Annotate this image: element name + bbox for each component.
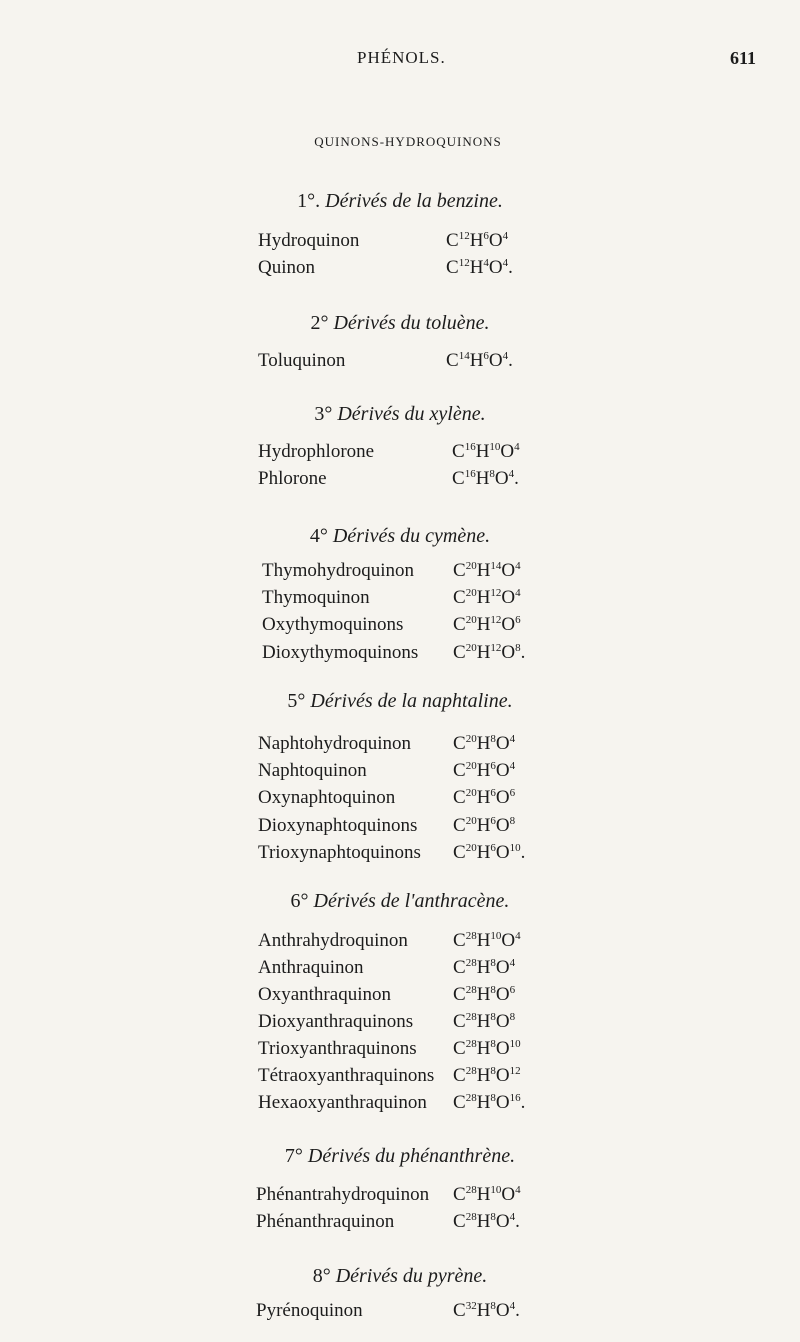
formula-symbol: H xyxy=(476,642,491,663)
formula-subscript: 12 xyxy=(458,257,470,269)
compound-row xyxy=(258,350,558,374)
formula-symbol: C xyxy=(452,468,465,489)
formula-symbol: H xyxy=(475,468,490,489)
formula-subscript: 8 xyxy=(490,1092,496,1104)
formula-symbol: C xyxy=(453,733,466,754)
formula-subscript: 10 xyxy=(490,930,502,942)
formula-symbol: H xyxy=(476,1011,491,1032)
formula-subscript: 6 xyxy=(515,614,521,626)
compound-name: Dioxythymoquinons xyxy=(262,642,419,663)
section-number: 8° xyxy=(312,1265,331,1287)
section-title: Dérivés de la naphtaline. xyxy=(305,690,513,712)
formula-subscript: 28 xyxy=(465,1211,477,1223)
compound-name: Hydrophlorone xyxy=(258,441,375,462)
running-title: PHÉNOLS. xyxy=(357,48,446,67)
formula-subscript: 8 xyxy=(490,984,496,996)
formula-subscript: 10 xyxy=(490,1184,502,1196)
compound-name: Anthrahydroquinon xyxy=(258,930,408,951)
formula-symbol: O xyxy=(495,1092,510,1113)
formula-symbol: H xyxy=(476,560,491,581)
formula-subscript: 20 xyxy=(465,787,477,799)
formula-symbol: . xyxy=(508,257,513,278)
compound-formula xyxy=(453,984,515,1006)
formula-symbol: O xyxy=(500,441,515,462)
formula-symbol: C xyxy=(446,230,459,251)
compound-name: Toluquinon xyxy=(258,350,346,371)
section-heading xyxy=(0,525,800,548)
formula-symbol: H xyxy=(476,957,491,978)
formula-symbol: O xyxy=(495,1065,510,1086)
formula-subscript: 32 xyxy=(465,1300,477,1312)
formula-symbol: O xyxy=(495,1300,510,1321)
compound-name: Hexaoxyanthraquinon xyxy=(258,1092,427,1113)
formula-symbol: O xyxy=(495,1011,510,1032)
formula-subscript: 6 xyxy=(490,815,496,827)
formula-subscript: 4 xyxy=(515,587,521,599)
formula-symbol: . xyxy=(515,1211,520,1232)
compound-formula xyxy=(453,642,525,664)
formula-symbol: H xyxy=(476,815,491,836)
compound-formula xyxy=(446,230,508,252)
compound-row xyxy=(258,733,558,757)
formula-subscript: 28 xyxy=(465,984,477,996)
formula-symbol: O xyxy=(501,560,516,581)
formula-subscript: 4 xyxy=(515,930,521,942)
compound-formula xyxy=(453,842,525,864)
compound-row xyxy=(256,1211,556,1235)
compound-name: Thymohydroquinon xyxy=(262,560,414,581)
formula-subscript: 6 xyxy=(509,984,516,996)
compound-formula xyxy=(453,614,521,636)
compound-row xyxy=(258,787,558,811)
formula-symbol: O xyxy=(501,1184,516,1205)
compound-formula xyxy=(453,787,515,809)
formula-symbol: O xyxy=(501,614,516,635)
formula-symbol: H xyxy=(475,441,490,462)
compound-formula xyxy=(453,930,521,952)
section-number: 5° xyxy=(287,690,306,712)
section-title: Dérivés du cymène. xyxy=(327,525,491,547)
compound-row xyxy=(258,842,558,866)
formula-symbol: . xyxy=(515,1300,520,1321)
compound-formula xyxy=(453,1065,521,1087)
formula-symbol: H xyxy=(476,1300,491,1321)
compound-formula xyxy=(453,1092,525,1114)
formula-subscript: 6 xyxy=(483,230,489,242)
section-title: Dérivés du toluène. xyxy=(328,312,490,334)
compound-row xyxy=(258,441,558,465)
formula-symbol: O xyxy=(494,468,509,489)
formula-symbol: O xyxy=(495,815,510,836)
page-number: 611 xyxy=(730,48,757,68)
compound-name: Anthraquinon xyxy=(258,957,364,978)
formula-subscript: 4 xyxy=(509,733,516,745)
formula-symbol: C xyxy=(453,1011,466,1032)
section-heading xyxy=(0,690,800,713)
formula-symbol: C xyxy=(453,1038,466,1059)
compound-name: Pyrénoquinon xyxy=(256,1300,363,1321)
formula-subscript: 8 xyxy=(509,815,516,827)
formula-symbol: C xyxy=(453,815,466,836)
formula-subscript: 28 xyxy=(465,1184,477,1196)
compound-name: Dioxyanthraquinons xyxy=(258,1011,414,1032)
compound-row xyxy=(258,468,558,492)
formula-symbol: C xyxy=(453,787,466,808)
running-head xyxy=(0,48,800,72)
formula-symbol: C xyxy=(453,614,466,635)
formula-subscript: 4 xyxy=(483,257,489,269)
section-number: 4° xyxy=(309,525,328,547)
compound-row xyxy=(258,1092,558,1116)
compound-name: Phlorone xyxy=(258,468,327,489)
formula-symbol: C xyxy=(453,642,466,663)
formula-subscript: 12 xyxy=(490,587,502,599)
formula-subscript: 4 xyxy=(514,441,520,453)
formula-symbol: C xyxy=(453,930,466,951)
formula-subscript: 28 xyxy=(465,1065,477,1077)
compound-row xyxy=(262,642,562,666)
compound-row xyxy=(258,957,558,981)
formula-symbol: O xyxy=(501,642,516,663)
compound-row xyxy=(262,587,562,611)
formula-symbol: O xyxy=(495,984,510,1005)
formula-subscript: 8 xyxy=(490,1300,496,1312)
section-number: 6° xyxy=(290,890,309,912)
section-number: 2° xyxy=(310,312,329,334)
formula-subscript: 28 xyxy=(465,957,477,969)
formula-subscript: 16 xyxy=(464,468,476,480)
formula-symbol: H xyxy=(476,760,491,781)
formula-subscript: 8 xyxy=(509,1011,516,1023)
compound-name: Quinon xyxy=(258,257,315,278)
formula-symbol: O xyxy=(495,787,510,808)
formula-symbol: O xyxy=(495,957,510,978)
formula-subscript: 28 xyxy=(465,1038,477,1050)
formula-subscript: 28 xyxy=(465,1011,477,1023)
formula-subscript: 10 xyxy=(509,1038,521,1050)
formula-symbol: C xyxy=(453,560,466,581)
formula-subscript: 4 xyxy=(515,560,521,572)
compound-formula xyxy=(453,1011,515,1033)
formula-subscript: 28 xyxy=(465,930,477,942)
formula-subscript: 6 xyxy=(490,760,496,772)
formula-symbol: H xyxy=(476,1065,491,1086)
formula-subscript: 4 xyxy=(515,1184,521,1196)
section-heading xyxy=(0,312,800,335)
compound-row xyxy=(256,1300,556,1324)
formula-symbol: . xyxy=(514,468,519,489)
compound-name: Oxythymoquinons xyxy=(262,614,404,635)
formula-symbol: O xyxy=(488,230,503,251)
formula-symbol: O xyxy=(488,257,503,278)
formula-symbol: C xyxy=(446,257,459,278)
formula-subscript: 16 xyxy=(464,441,476,453)
compound-row xyxy=(258,1038,558,1062)
formula-subscript: 4 xyxy=(502,257,509,269)
formula-symbol: H xyxy=(476,1038,491,1059)
formula-symbol: C xyxy=(453,587,466,608)
compound-row xyxy=(258,230,558,254)
formula-symbol: O xyxy=(495,760,510,781)
formula-subscript: 14 xyxy=(458,350,470,362)
formula-symbol: O xyxy=(495,733,510,754)
compound-formula xyxy=(446,257,513,279)
formula-subscript: 4 xyxy=(502,230,509,242)
formula-symbol: H xyxy=(476,1184,491,1205)
formula-symbol: . xyxy=(520,642,526,663)
formula-subscript: 20 xyxy=(465,815,477,827)
formula-subscript: 4 xyxy=(509,957,516,969)
formula-subscript: 8 xyxy=(489,468,495,480)
formula-subscript: 12 xyxy=(509,1065,521,1077)
compound-name: Dioxynaphtoquinons xyxy=(258,815,418,836)
formula-symbol: H xyxy=(476,930,491,951)
formula-subscript: 20 xyxy=(465,614,477,626)
formula-subscript: 12 xyxy=(458,230,470,242)
formula-symbol: C xyxy=(453,1184,466,1205)
compound-formula xyxy=(453,957,515,979)
formula-subscript: 8 xyxy=(490,733,496,745)
formula-subscript: 12 xyxy=(490,642,502,654)
formula-subscript: 8 xyxy=(515,642,521,654)
compound-row xyxy=(258,1011,558,1035)
formula-subscript: 8 xyxy=(490,1065,496,1077)
formula-subscript: 4 xyxy=(509,1211,516,1223)
formula-symbol: C xyxy=(453,842,466,863)
section-title: Dérivés du phénanthrène. xyxy=(302,1145,516,1167)
compound-formula xyxy=(453,587,521,609)
section-number: 3° xyxy=(314,403,333,425)
compound-name: Naphtoquinon xyxy=(258,760,367,781)
compound-row xyxy=(258,760,558,784)
formula-symbol: H xyxy=(476,842,491,863)
section-heading xyxy=(0,1145,800,1168)
formula-symbol: H xyxy=(476,1211,491,1232)
section-title: Dérivés du xylène. xyxy=(332,403,486,425)
formula-subscript: 20 xyxy=(465,587,477,599)
compound-name: Hydroquinon xyxy=(258,230,360,251)
formula-symbol: H xyxy=(469,230,484,251)
compound-name: Trioxynaphtoquinons xyxy=(258,842,421,863)
compound-formula xyxy=(453,1038,521,1060)
compound-name: Oxyanthraquinon xyxy=(258,984,391,1005)
section-title: Dérivés de l'anthracène. xyxy=(308,890,510,912)
compound-formula xyxy=(452,468,519,490)
formula-symbol: H xyxy=(469,350,484,371)
compound-formula xyxy=(453,815,515,837)
formula-symbol: C xyxy=(453,1300,466,1321)
compound-row xyxy=(262,614,562,638)
formula-subscript: 10 xyxy=(489,441,501,453)
formula-symbol: C xyxy=(453,984,466,1005)
formula-symbol: H xyxy=(476,787,491,808)
formula-symbol: . xyxy=(520,842,526,863)
compound-row xyxy=(258,984,558,1008)
formula-symbol: C xyxy=(453,760,466,781)
formula-symbol: H xyxy=(469,257,484,278)
formula-symbol: H xyxy=(476,587,491,608)
formula-subscript: 8 xyxy=(490,1011,496,1023)
formula-subscript: 6 xyxy=(483,350,489,362)
formula-subscript: 4 xyxy=(502,350,509,362)
formula-symbol: H xyxy=(476,1092,491,1113)
formula-subscript: 4 xyxy=(508,468,515,480)
formula-subscript: 4 xyxy=(509,760,516,772)
formula-symbol: O xyxy=(495,1211,510,1232)
compound-name: Phénantrahydroquinon xyxy=(256,1184,430,1205)
formula-subscript: 20 xyxy=(465,760,477,772)
formula-symbol: C xyxy=(453,1065,466,1086)
compound-name: Naphtohydroquinon xyxy=(258,733,412,754)
formula-subscript: 28 xyxy=(465,1092,477,1104)
compound-formula xyxy=(452,441,520,463)
compound-formula xyxy=(453,1300,520,1322)
compound-formula xyxy=(453,760,515,782)
section-heading xyxy=(0,190,800,213)
formula-subscript: 20 xyxy=(465,642,477,654)
compound-name: Trioxyanthraquinons xyxy=(258,1038,417,1059)
compound-formula xyxy=(453,1184,521,1206)
formula-symbol: O xyxy=(495,1038,510,1059)
formula-subscript: 6 xyxy=(490,842,496,854)
formula-symbol: O xyxy=(495,842,510,863)
section-heading xyxy=(0,1265,800,1288)
compound-name: Phénanthraquinon xyxy=(256,1211,395,1232)
formula-symbol: H xyxy=(476,733,491,754)
compound-formula xyxy=(453,733,515,755)
section-title: Dérivés du pyrène. xyxy=(330,1265,488,1287)
formula-symbol: C xyxy=(453,1211,466,1232)
compound-name: Thymoquinon xyxy=(262,587,370,608)
formula-subscript: 6 xyxy=(509,787,516,799)
formula-symbol: O xyxy=(501,930,516,951)
formula-subscript: 20 xyxy=(465,842,477,854)
formula-symbol: . xyxy=(520,1092,526,1113)
formula-subscript: 20 xyxy=(465,733,477,745)
formula-subscript: 6 xyxy=(490,787,496,799)
formula-subscript: 16 xyxy=(509,1092,521,1104)
compound-row xyxy=(258,1065,558,1089)
section-heading xyxy=(0,403,800,426)
compound-row xyxy=(256,1184,556,1208)
formula-subscript: 12 xyxy=(490,614,502,626)
section-title: Dérivés de la benzine. xyxy=(320,190,503,212)
compound-row xyxy=(258,930,558,954)
formula-subscript: 10 xyxy=(509,842,521,854)
compound-row xyxy=(262,560,562,584)
formula-symbol: . xyxy=(508,350,513,371)
compound-formula xyxy=(453,560,521,582)
formula-symbol: C xyxy=(452,441,465,462)
compound-formula xyxy=(453,1211,520,1233)
section-subtitle: QUINONS-HYDROQUINONS xyxy=(314,134,502,149)
formula-subscript: 8 xyxy=(490,1211,496,1223)
formula-symbol: O xyxy=(488,350,503,371)
compound-formula xyxy=(446,350,513,372)
formula-subscript: 8 xyxy=(490,957,496,969)
formula-symbol: H xyxy=(476,614,491,635)
formula-symbol: C xyxy=(453,957,466,978)
section-number: 1°. xyxy=(297,190,321,212)
formula-subscript: 20 xyxy=(465,560,477,572)
formula-symbol: H xyxy=(476,984,491,1005)
formula-subscript: 4 xyxy=(509,1300,516,1312)
compound-name: Tétraoxyanthraquinons xyxy=(258,1065,435,1086)
formula-symbol: C xyxy=(453,1092,466,1113)
compound-name: Oxynaphtoquinon xyxy=(258,787,396,808)
formula-subscript: 14 xyxy=(490,560,502,572)
section-heading xyxy=(0,890,800,913)
formula-subscript: 8 xyxy=(490,1038,496,1050)
formula-symbol: O xyxy=(501,587,516,608)
compound-row xyxy=(258,257,558,281)
section-number: 7° xyxy=(284,1145,303,1167)
formula-symbol: C xyxy=(446,350,459,371)
compound-row xyxy=(258,815,558,839)
